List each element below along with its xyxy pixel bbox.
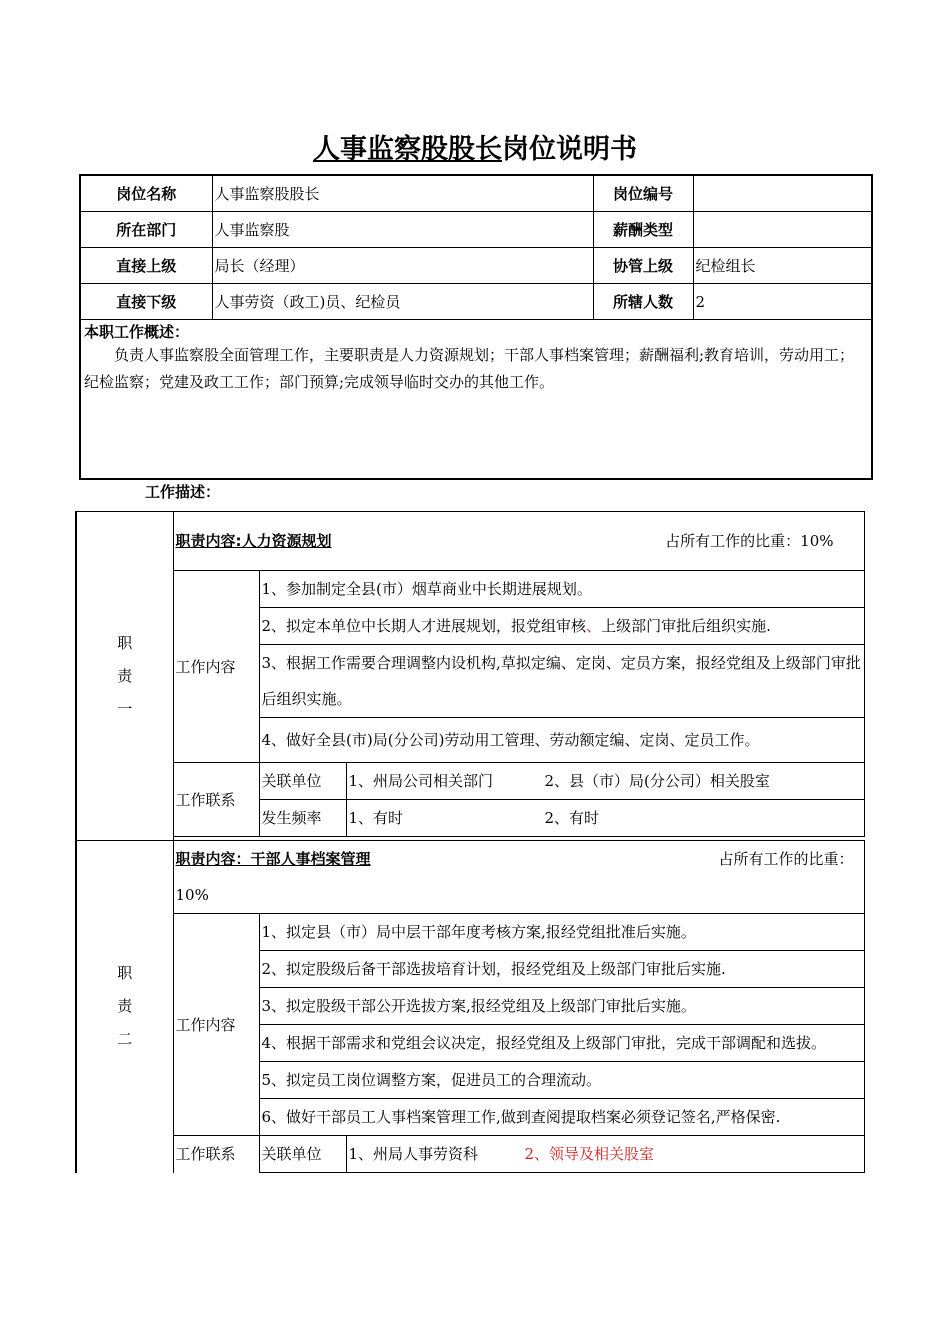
duty2-header-row [76,841,864,914]
duty1-unit-1: 1、州局公司相关部门 [348,772,494,790]
value-department: 人事监察股 [212,212,593,248]
duty1-item: 3、根据工作需要合理调整内设机构,草拟定编、定岗、定员方案，报经党组及上级部门审批后组织实施。 [259,645,864,718]
label-direct-subordinate: 直接下级 [80,284,212,320]
duty1-unit-value [346,763,864,800]
duty2-unit-label: 关联单位 [259,1136,346,1173]
duty1-unit-2: 2、县（市）局(分公司）相关股室 [544,772,770,790]
duty1-freq-1: 1、有时 [348,809,404,827]
duty1-ratio: 占所有工作的比重：10% [665,532,834,550]
label-co-superior: 协管上级 [593,248,693,284]
duty1-item: 4、做好全县(市)局(分公司)劳动用工管理、劳动额定编、定岗、定员工作。 [259,718,864,763]
duty1-content-row [76,571,864,608]
value-direct-superior: 局长（经理） [212,248,593,284]
duty2-item: 6、做好干部员工人事档案管理工作,做到查阅提取档案必须登记签名,严格保密. [259,1099,864,1136]
value-position-code [693,175,872,212]
page-title [0,133,950,167]
info-row [80,212,872,248]
job-summary-cell [80,320,872,480]
job-summary-text: 负责人事监察股全面管理工作，主要职责是人力资源规划；干部人事档案管理；薪酬福利;教育培训，劳动用工；纪检监察；党建及政工工作；部门预算;完成领导临时交办的其他工作。 [84,346,855,391]
label-direct-superior: 直接上级 [80,248,212,284]
duty2-item: 3、拟定股级干部公开选拔方案,报经党组及上级部门审批后实施。 [259,988,864,1025]
value-headcount: 2 [693,284,872,320]
label-salary-type: 薪酬类型 [593,212,693,248]
duty2-item: 2、拟定股级后备干部选拔培育计划，报经党组及上级部门审批后实施. [259,951,864,988]
duty2-content-label: 工作内容 [173,914,259,1136]
duty1-item-text: 2、拟定本单位中长期人才进展规划，报党组审核 [261,617,587,635]
job-summary-title: 本职工作概述： [84,323,190,341]
duty1-contact-label: 工作联系 [173,763,259,837]
label-position-name: 岗位名称 [80,175,212,212]
duty2-unit-2: 2、领导及相关股室 [524,1145,655,1163]
value-salary-type [693,212,872,248]
value-direct-subordinate: 人事劳资（政工)员、纪检员 [212,284,593,320]
duty1-freq-2: 2、有时 [544,809,600,827]
label-department: 所在部门 [80,212,212,248]
duty1-unit-label: 关联单位 [259,763,346,800]
duties-table [75,511,865,1173]
duty2-ratio-value: 10% [175,886,209,904]
duty1-header [173,512,864,571]
label-position-code: 岗位编号 [593,175,693,212]
duty1-item-red-mark: 、 [586,617,602,635]
duty2-contact-label: 工作联系 [173,1136,259,1173]
duty1-content-label: 工作内容 [173,571,259,763]
title-underlined: 人事监察股股长 [313,134,502,165]
duty1-contact-row [76,763,864,800]
duty2-contact-row [76,1136,864,1173]
value-co-superior: 纪检组长 [693,248,872,284]
duty1-side-label [76,512,173,841]
duty2-title: 职责内容：干部人事档案管理 [175,850,371,868]
duty1-freq-value [346,800,864,837]
label-headcount: 所辖人数 [593,284,693,320]
duty2-unit-1: 1、州局人事劳资科 [348,1145,479,1163]
work-description-label: 工作描述： [145,483,221,501]
duty2-side-label [76,841,173,1173]
duty1-freq-label: 发生频率 [259,800,346,837]
summary-row [80,320,872,480]
duty1-side-char: 一 [117,699,133,718]
duty2-ratio: 占所有工作的比重： [718,850,854,868]
duty2-side-char: 二 [117,1030,133,1049]
duty2-side-char: 责 [117,997,133,1016]
duty1-title: 职责内容:人力资源规划 [175,532,332,550]
duty1-side-char: 责 [117,666,133,685]
duty2-side-char: 职 [117,964,133,983]
duty2-item: 1、拟定县（市）局中层干部年度考核方案,报经党组批准后实施。 [259,914,864,951]
duty1-item: 1、参加制定全县(市）烟草商业中长期进展规划。 [259,571,864,608]
value-position-name: 人事监察股股长 [212,175,593,212]
title-rest: 岗位说明书 [502,134,637,165]
duty1-side-char: 职 [117,633,133,652]
duty2-unit-value [346,1136,864,1173]
duty2-item: 5、拟定员工岗位调整方案，促进员工的合理流动。 [259,1062,864,1099]
info-row [80,284,872,320]
info-row [80,175,872,212]
duty2-item: 4、根据干部需求和党组会议决定，报经党组及上级部门审批，完成干部调配和选拔。 [259,1025,864,1062]
duty1-item-text: 上级部门审批后组织实施. [601,617,771,635]
duty1-item [259,608,864,645]
duty1-header-row [76,512,864,571]
info-row [80,248,872,284]
position-info-table [79,174,873,480]
duty2-content-row [76,914,864,951]
duty2-header [173,841,864,914]
